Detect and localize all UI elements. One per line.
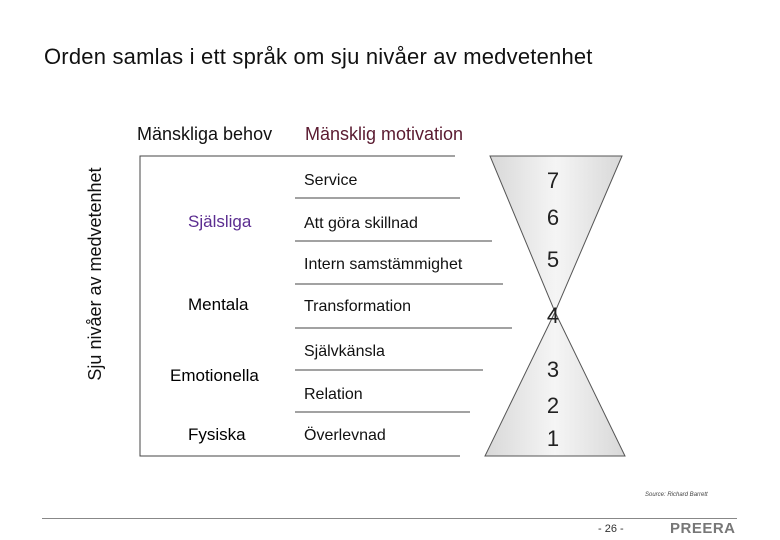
need-emotional: Emotionella (170, 366, 259, 385)
source-note: Source: Richard Barrett (645, 492, 708, 498)
level-number: 7 (546, 168, 560, 193)
level-number: 2 (546, 393, 560, 418)
level-number: 3 (546, 357, 560, 382)
motivation-making-difference: Att göra skillnad (304, 215, 418, 232)
page-title: Orden samlas i ett språk om sju nivåer av medvetenhet (44, 44, 593, 69)
level-number: 5 (546, 247, 560, 272)
motivation-self-esteem: Självkänsla (304, 343, 385, 360)
need-physical: Fysiska (188, 425, 246, 444)
motivation-service: Service (304, 172, 358, 189)
need-spiritual: Själsliga (188, 212, 252, 231)
need-mental: Mentala (188, 295, 249, 314)
level-number: 4 (546, 303, 560, 328)
page-number: - 26 - (598, 523, 624, 535)
motivation-transformation: Transformation (304, 298, 411, 315)
vertical-axis-label: Sju nivåer av medvetenhet (85, 167, 105, 381)
header-motivation: Mänsklig motivation (305, 124, 464, 144)
level-number: 1 (546, 426, 560, 451)
footer-divider (42, 518, 737, 519)
header-needs: Mänskliga behov (137, 124, 273, 144)
motivation-survival: Överlevnad (304, 427, 386, 444)
motivation-relationship: Relation (304, 386, 363, 403)
brand-logo: PREERA (670, 520, 736, 537)
motivation-internal-cohesion: Intern samstämmighet (304, 256, 463, 273)
level-number: 6 (546, 205, 560, 230)
